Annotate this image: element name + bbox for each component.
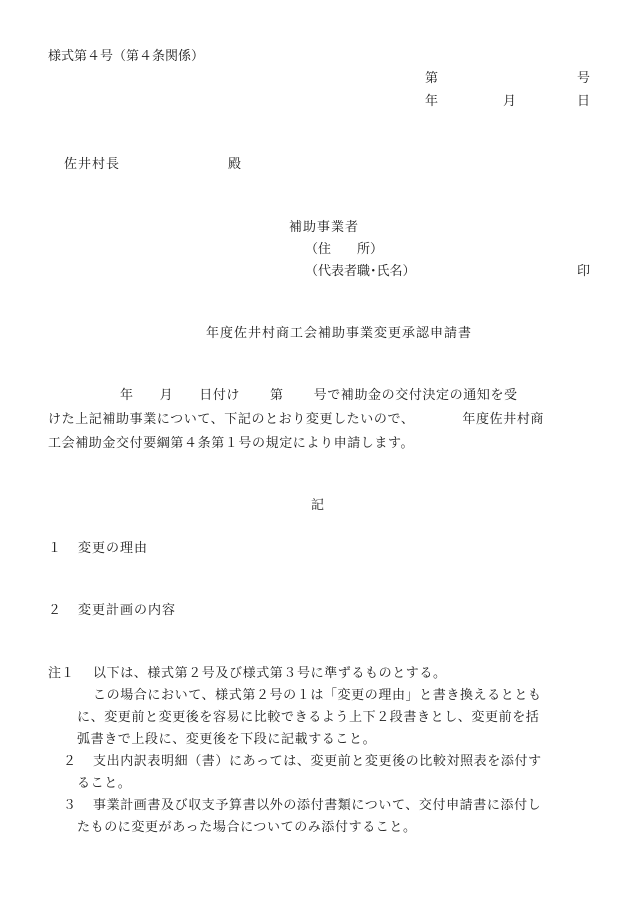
date-day: 日 bbox=[577, 94, 591, 109]
item-2-label: 変更計画の内容 bbox=[78, 603, 177, 618]
ki-heading: 記 bbox=[311, 498, 325, 513]
document-title: 年度佐井村商工会補助事業変更承認申請書 bbox=[206, 326, 473, 341]
date-month: 月 bbox=[503, 94, 517, 109]
doc-number-suffix: 号 bbox=[577, 71, 591, 86]
body-line-2-text: けた上記補助事業について、下記のとおり変更したいので、 bbox=[48, 412, 415, 427]
addressee-honorific: 殿 bbox=[228, 157, 242, 172]
doc-number-prefix: 第 bbox=[425, 71, 439, 86]
body-line-1-rest: 号で補助金の交付決定の通知を受 bbox=[313, 388, 518, 403]
applicant-title: 補助事業者 bbox=[289, 220, 360, 235]
addressee-name: 佐井村長 bbox=[64, 157, 121, 172]
seal-mark: 印 bbox=[577, 264, 591, 279]
note-2-line-2: ること。 bbox=[77, 776, 132, 791]
body-line-2 bbox=[48, 408, 590, 432]
body-line-2-tail: 年度佐井村商 bbox=[462, 412, 545, 427]
item-1-label: 変更の理由 bbox=[78, 541, 149, 556]
applicant-address: （住 所） bbox=[305, 242, 384, 257]
note-1-line-1: 以下は、様式第２号及び様式第３号に準ずるものとする。 bbox=[93, 666, 447, 681]
notes-heading: 注１ bbox=[48, 666, 75, 681]
body-month-label: 月 bbox=[159, 388, 174, 403]
note-1-line-3: に、変更前と変更後を容易に比較できるよう上下２段書きとし、変更前を括 bbox=[77, 710, 540, 725]
body-paragraph bbox=[48, 384, 590, 456]
note-1-line-2: この場合において、様式第２号の１は「変更の理由」と書き換えるととも bbox=[93, 688, 542, 703]
note-1-line-4: 弧書きで上段に、変更後を下段に記載すること。 bbox=[77, 732, 377, 747]
item-1-number: １ bbox=[48, 541, 62, 556]
body-year-label: 年 bbox=[120, 388, 134, 403]
body-date-ref: 日付け bbox=[199, 388, 241, 403]
body-line-3: 工会補助金交付要綱第４条第１号の規定により申請します。 bbox=[48, 436, 415, 451]
form-label: 様式第４号（第４条関係） bbox=[48, 49, 205, 64]
item-2-number: ２ bbox=[48, 603, 62, 618]
note-2-number: ２ bbox=[63, 754, 77, 769]
note-3-line-2: たものに変更があった場合についてのみ添付すること。 bbox=[77, 820, 417, 835]
note-2-line-1: 支出内訳表明細（書）にあっては、変更前と変更後の比較対照表を添付す bbox=[93, 754, 542, 769]
body-number-prefix: 第 bbox=[270, 388, 284, 403]
body-line-1 bbox=[48, 384, 590, 408]
applicant-representative: （代表者職･氏名） bbox=[305, 264, 416, 279]
note-3-line-1: 事業計画書及び収支予算書以外の添付書類について、交付申請書に添付し bbox=[93, 798, 542, 813]
note-3-number: ３ bbox=[63, 798, 77, 813]
date-year: 年 bbox=[425, 94, 439, 109]
